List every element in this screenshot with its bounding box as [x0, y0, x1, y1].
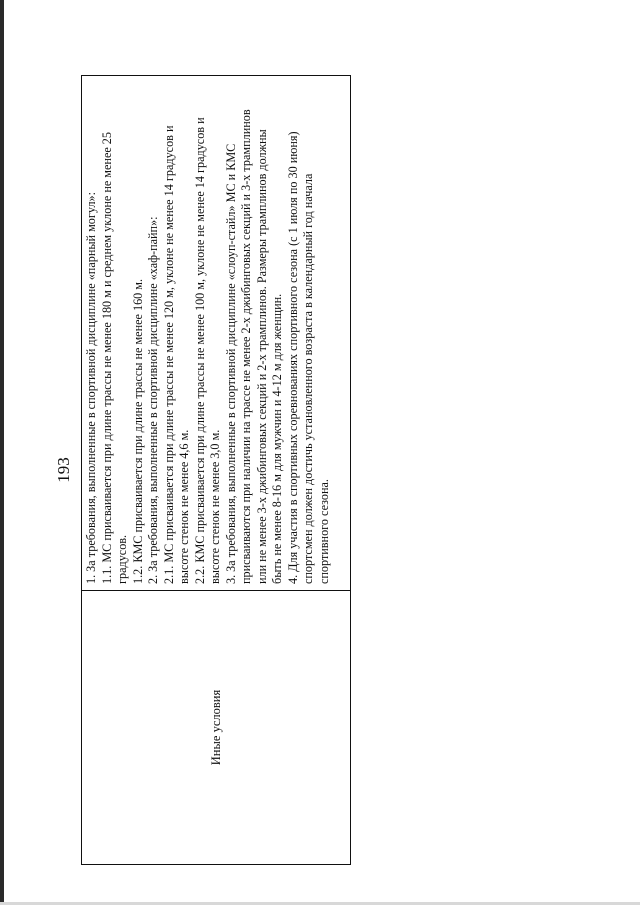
condition-line: высоте стенок не менее 4,6 м.	[177, 429, 191, 584]
condition-line: быть не менее 8-16 м для мужчин и 4-12 м для женщин.	[270, 293, 284, 584]
conditions-text-cell	[82, 76, 350, 590]
condition-line: 2.1. МС присваивается при длине трассы не менее 120 м, уклоне не менее 14 градусов и	[161, 125, 176, 584]
condition-line: 1. За требования, выполненные в спортивной дисциплине «парный могул»:	[84, 191, 98, 584]
condition-line: 1.2. КМС присваивается при длине трассы не менее 160 м.	[130, 278, 145, 584]
condition-line: 1.1. МС присваивается при длине трассы не менее 180 м и среднем уклоне не менее 25	[99, 132, 114, 584]
conditions-table	[81, 75, 351, 865]
row-label-cell	[82, 590, 350, 864]
condition-line: градусов.	[115, 534, 129, 584]
condition-line: 2. За требования, выполненные в спортивной дисциплине «хаф-пайп»:	[146, 216, 160, 584]
condition-line: спортсмен должен достичь установленного возраста в календарный год начала	[301, 173, 315, 584]
rotated-page-content	[49, 75, 351, 865]
scan-left-edge	[0, 0, 4, 905]
page-number: 193	[54, 457, 73, 483]
row-label: Иные условия	[208, 689, 223, 766]
condition-line: 3. За требования, выполненные в спортивной дисциплине «слоуп-стайл» МС и КМС	[223, 143, 238, 584]
condition-line: 2.2. КМС присваивается при длине трассы не менее 100 м, уклоне не менее 14 градусов и	[192, 117, 207, 584]
condition-line: 4. Для участия в спортивных соревнованиях спортивного сезона (с 1 июля по 30 июня)	[285, 131, 300, 584]
condition-line: присваиваются при наличии на трассе не менее 2-х джибинговых секций и 3-х трамплинов	[239, 109, 253, 584]
condition-line: высоте стенок не менее 3,0 м.	[208, 429, 222, 584]
condition-line: или не менее 3-х джибинговых секций и 2-х трамплинов. Размеры трамплинов должны	[254, 129, 269, 584]
condition-line: спортивного сезона.	[316, 479, 331, 584]
